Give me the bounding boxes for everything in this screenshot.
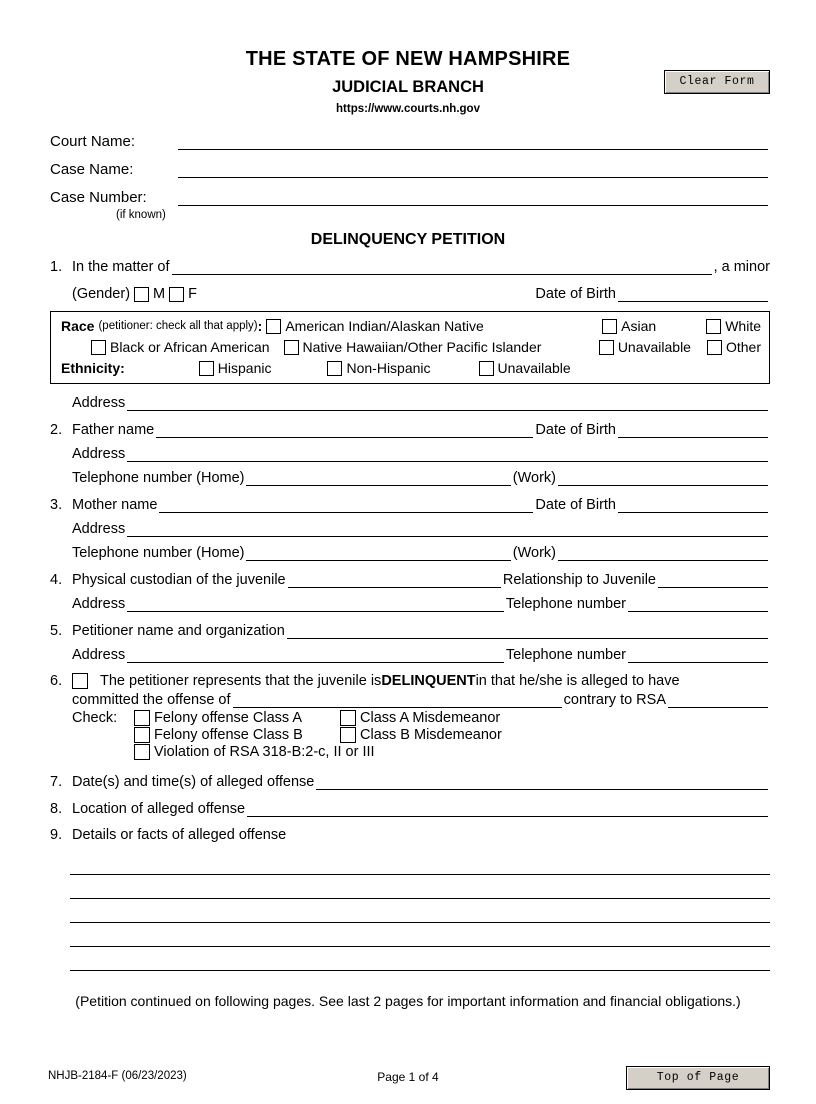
top-of-page-button[interactable]: Top of Page	[626, 1066, 770, 1090]
check-label-col	[72, 710, 134, 761]
race-unavailable-label: Unavailable	[617, 339, 691, 355]
ethnicity-label: Ethnicity:	[61, 360, 125, 376]
ethnicity-row	[61, 360, 761, 376]
item-7	[50, 773, 770, 790]
gender-female-label: F	[188, 286, 197, 302]
offense-input[interactable]	[233, 691, 562, 708]
race-american-indian-checkbox[interactable]	[266, 319, 281, 334]
item-9-number: 9.	[50, 827, 63, 843]
item-6-number: 6.	[50, 673, 63, 689]
class-a-misdemeanor-checkbox[interactable]	[340, 710, 356, 726]
document-page	[0, 48, 816, 1104]
item-7-label: Date(s) and time(s) of alleged offense	[72, 774, 315, 790]
class-b-misdemeanor-label: Class B Misdemeanor	[360, 727, 502, 743]
gender-male-label: M	[153, 286, 166, 302]
father-phone-work-input[interactable]	[558, 469, 768, 486]
item-8	[50, 800, 770, 817]
offense-row-1	[134, 710, 770, 726]
item-1-number: 1.	[50, 259, 63, 275]
father-dob-label: Date of Birth	[535, 422, 616, 438]
mother-address-input[interactable]	[127, 520, 768, 537]
case-number-input[interactable]	[178, 189, 768, 206]
race-row-1	[61, 318, 761, 334]
felony-class-b-label: Felony offense Class B	[154, 727, 303, 743]
race-asian-checkbox[interactable]	[602, 319, 617, 334]
race-white-label: White	[725, 318, 761, 334]
header-subtitle: JUDICIAL BRANCH	[332, 78, 484, 96]
continuation-note: (Petition continued on following pages. See last 2 pages for important information and financial obligations.)	[75, 993, 741, 1009]
violation-rsa-label: Violation of RSA 318-B:2-c, II or III	[154, 744, 375, 760]
top-fields	[50, 133, 770, 221]
ethnicity-hispanic-label: Hispanic	[217, 360, 272, 376]
contrary-rsa-input[interactable]	[668, 691, 768, 708]
custodian-phone-input[interactable]	[628, 595, 768, 612]
details-line-5[interactable]	[70, 947, 770, 971]
mother-phone-home-input[interactable]	[246, 544, 510, 561]
gender-label: (Gender)	[72, 286, 131, 302]
item-5	[50, 622, 770, 663]
father-name-label: Father name	[72, 422, 155, 438]
ethnicity-non-hispanic-label: Non-Hispanic	[346, 360, 431, 376]
minor-name-input[interactable]	[172, 258, 712, 275]
header-url: https://www.courts.nh.gov	[336, 103, 480, 115]
item-4	[50, 571, 770, 612]
offense-location-input[interactable]	[247, 800, 768, 817]
relationship-input[interactable]	[658, 571, 768, 588]
felony-class-a-label: Felony offense Class A	[154, 710, 303, 726]
felony-class-a-checkbox[interactable]	[134, 710, 150, 726]
case-name-row	[50, 161, 770, 178]
petitioner-address-input[interactable]	[127, 646, 504, 663]
details-line-3[interactable]	[70, 899, 770, 923]
item-6	[50, 673, 770, 761]
offense-label: committed the offense of	[72, 692, 231, 708]
page-footer	[0, 1066, 816, 1090]
violation-rsa-checkbox[interactable]	[134, 744, 150, 760]
item-4-number: 4.	[50, 572, 63, 588]
mother-name-input[interactable]	[159, 496, 533, 513]
ethnicity-non-hispanic-checkbox[interactable]	[327, 361, 342, 376]
father-phone-work-label: (Work)	[512, 470, 556, 486]
details-line-4[interactable]	[70, 923, 770, 947]
race-black-checkbox[interactable]	[91, 340, 106, 355]
offense-datetime-input[interactable]	[316, 773, 768, 790]
relationship-label: Relationship to Juvenile	[502, 572, 656, 588]
item-8-number: 8.	[50, 801, 63, 817]
mother-address-label: Address	[72, 521, 126, 537]
race-american-indian-label: American Indian/Alaskan Native	[285, 318, 484, 334]
case-name-input[interactable]	[178, 161, 768, 178]
offense-options	[134, 710, 770, 761]
mother-phone-work-label: (Work)	[512, 545, 556, 561]
petitioner-phone-label: Telephone number	[505, 647, 626, 663]
minor-address-label: Address	[72, 395, 126, 411]
page-title: THE STATE OF NEW HAMPSHIRE	[245, 48, 571, 70]
details-line-2[interactable]	[70, 875, 770, 899]
gender-male-checkbox[interactable]	[134, 287, 149, 302]
race-asian-label: Asian	[621, 318, 657, 334]
race-row-2	[61, 339, 761, 355]
felony-class-b-checkbox[interactable]	[134, 727, 150, 743]
item-3	[50, 496, 770, 561]
mother-dob-label: Date of Birth	[535, 497, 616, 513]
petition-title: DELINQUENCY PETITION	[310, 231, 506, 248]
race-unavailable-checkbox[interactable]	[599, 340, 614, 355]
father-phone-home-label: Telephone number (Home)	[72, 470, 245, 486]
petitioner-address-label: Address	[72, 647, 126, 663]
custodian-address-label: Address	[72, 596, 126, 612]
race-other-label: Other	[725, 339, 761, 355]
item-9-lines	[0, 851, 816, 971]
item-6-text-1: The petitioner represents that the juvenile is	[100, 673, 382, 689]
race-native-hawaiian-label: Native Hawaiian/Other Pacific Islander	[302, 339, 542, 355]
item-3-number: 3.	[50, 497, 63, 513]
race-other-checkbox[interactable]	[707, 340, 722, 355]
case-number-label: Case Number:	[50, 189, 147, 206]
item-6-text-2: in that he/she is alleged to have	[475, 673, 680, 689]
item-2	[50, 421, 770, 486]
petitioner-label: Petitioner name and organization	[72, 623, 285, 639]
ethnicity-unavailable-label: Unavailable	[497, 360, 571, 376]
gender-female-checkbox[interactable]	[169, 287, 184, 302]
father-address-input[interactable]	[127, 445, 768, 462]
ethnicity-unavailable-checkbox[interactable]	[479, 361, 494, 376]
item-9-label: Details or facts of alleged offense	[72, 827, 287, 843]
mother-phone-work-input[interactable]	[558, 544, 768, 561]
item-7-number: 7.	[50, 774, 63, 790]
dob-label: Date of Birth	[535, 286, 616, 302]
court-name-row	[50, 133, 770, 150]
clear-form-button[interactable]: Clear Form	[664, 70, 770, 94]
custodian-label: Physical custodian of the juvenile	[72, 572, 286, 588]
race-white-checkbox[interactable]	[706, 319, 721, 334]
item-2-number: 2.	[50, 422, 63, 438]
custodian-address-input[interactable]	[127, 595, 504, 612]
ethnicity-hispanic-checkbox[interactable]	[199, 361, 214, 376]
delinquent-word: DELINQUENT	[381, 673, 476, 689]
case-name-label: Case Name:	[50, 161, 134, 178]
mother-dob-input[interactable]	[618, 496, 768, 513]
court-name-input[interactable]	[178, 133, 768, 150]
item-9	[50, 827, 770, 843]
mother-phone-home-label: Telephone number (Home)	[72, 545, 245, 561]
form-id: NHJB-2184-F (06/23/2023)	[48, 1070, 187, 1082]
father-dob-input[interactable]	[618, 421, 768, 438]
class-b-misdemeanor-checkbox[interactable]	[340, 727, 356, 743]
minor-address-input[interactable]	[127, 394, 768, 411]
item-1	[50, 258, 770, 302]
delinquent-checkbox[interactable]	[72, 673, 88, 689]
father-name-input[interactable]	[156, 421, 533, 438]
race-note: (petitioner: check all that apply)	[98, 320, 258, 332]
item-1-label: In the matter of	[72, 259, 170, 275]
father-phone-home-input[interactable]	[246, 469, 510, 486]
details-line-1[interactable]	[70, 851, 770, 875]
item-8-label: Location of alleged offense	[72, 801, 246, 817]
item-5-number: 5.	[50, 623, 63, 639]
item-1-address	[50, 394, 770, 411]
race-label: Race	[61, 318, 95, 334]
race-ethnicity-box	[50, 311, 770, 384]
petitioner-input[interactable]	[287, 622, 768, 639]
contrary-rsa-label: contrary to RSA	[563, 692, 666, 708]
if-known-note: (if known)	[116, 209, 166, 221]
court-name-label: Court Name:	[50, 133, 136, 150]
petitioner-phone-input[interactable]	[628, 646, 768, 663]
custodian-phone-label: Telephone number	[505, 596, 626, 612]
race-colon: :	[257, 318, 263, 334]
check-label: Check:	[72, 710, 118, 726]
page-number: Page 1 of 4	[377, 1070, 439, 1084]
class-a-misdemeanor-label: Class A Misdemeanor	[360, 710, 501, 726]
minor-dob-input[interactable]	[618, 285, 768, 302]
custodian-input[interactable]	[288, 571, 501, 588]
father-address-label: Address	[72, 446, 126, 462]
minor-suffix: , a minor	[713, 259, 770, 275]
case-number-row	[50, 189, 770, 206]
race-black-label: Black or African American	[110, 339, 270, 355]
offense-row-2	[134, 727, 770, 743]
offense-row-3	[134, 744, 770, 760]
race-native-hawaiian-checkbox[interactable]	[284, 340, 299, 355]
mother-name-label: Mother name	[72, 497, 158, 513]
